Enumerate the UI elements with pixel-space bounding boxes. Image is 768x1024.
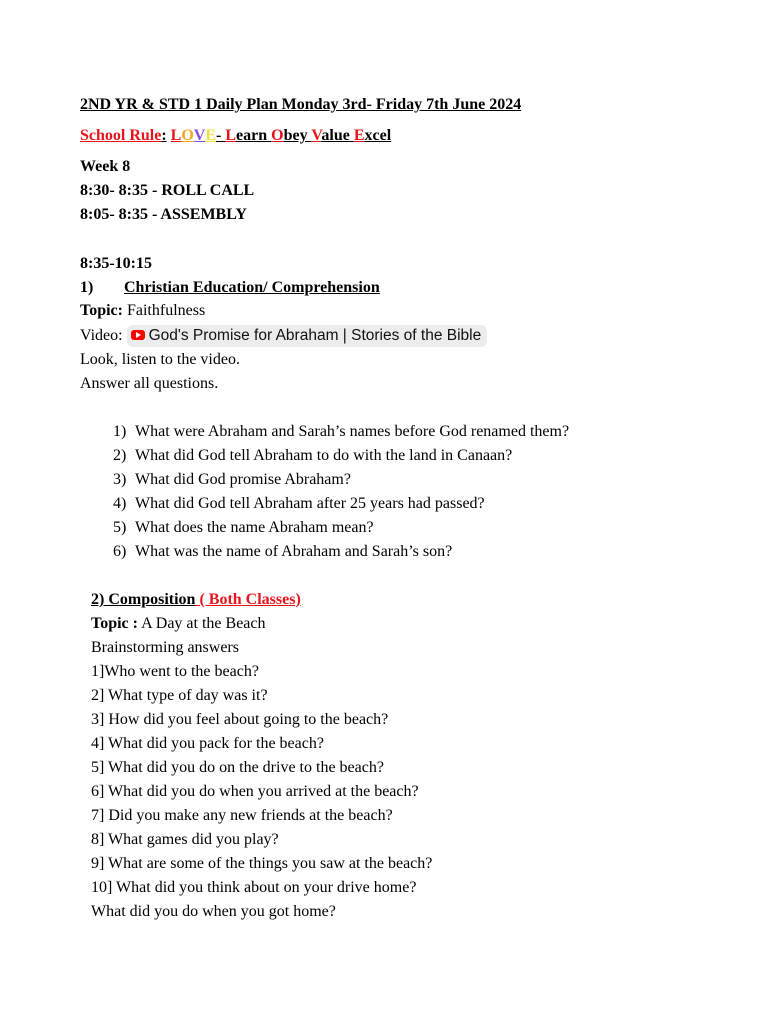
video-row — [80, 325, 487, 347]
both-classes-label: ( Both Classes) — [195, 591, 301, 608]
brainstorm-label: Brainstorming answers — [91, 639, 239, 656]
composition-label: 2) Composition — [91, 591, 196, 608]
youtube-icon — [131, 330, 145, 340]
section1-topic — [80, 301, 205, 321]
topic-label: Topic : — [91, 615, 138, 632]
topic-value: A Day at the Beach — [137, 615, 266, 632]
love-letter-l: L — [170, 127, 182, 144]
list-item: 2] What type of day was it? — [91, 687, 268, 704]
list-item: 2) What did God tell Abraham to do with the land in Canaan? — [113, 447, 513, 464]
list-item: 10] What did you think about on your drive home? — [91, 879, 417, 896]
page-title: 2ND YR & STD 1 Daily Plan Monday 3rd- Friday 7th June 2024 — [80, 96, 522, 113]
love-letter-o: O — [181, 127, 194, 144]
section2-heading — [91, 590, 301, 610]
list-item: 5) What does the name Abraham mean? — [113, 519, 374, 536]
section2-topic — [91, 614, 266, 634]
school-rule-label: School Rule — [80, 127, 162, 144]
list-item: 7] Did you make any new friends at the beach? — [91, 807, 393, 824]
section1-heading: Christian Education/ Comprehension — [124, 279, 380, 296]
learn-initial: L — [225, 127, 237, 144]
list-item: 4] What did you pack for the beach? — [91, 735, 324, 752]
list-item: 6) What was the name of Abraham and Sarah’s son? — [113, 543, 453, 560]
love-letter-e: E — [205, 127, 217, 144]
section1-number: 1) — [80, 279, 94, 296]
list-item: 9] What are some of the things you saw at the beach? — [91, 855, 433, 872]
instruction-watch: Look, listen to the video. — [80, 351, 240, 368]
assembly: 8:05- 8:35 - ASSEMBLY — [80, 206, 247, 223]
excel-initial: E — [353, 127, 365, 144]
roll-call: 8:30- 8:35 - ROLL CALL — [80, 182, 255, 199]
value-initial: V — [311, 127, 322, 144]
instruction-answer: Answer all questions. — [80, 375, 219, 392]
list-item: 1]Who went to the beach? — [91, 663, 259, 680]
list-item: 1) What were Abraham and Sarah’s names before God renamed them? — [113, 423, 570, 440]
school-rule-colon: : — [161, 127, 167, 144]
list-item: 5] What did you do on the drive to the beach? — [91, 759, 384, 776]
week-label: Week 8 — [80, 158, 131, 175]
list-item: 6] What did you do when you arrived at the beach? — [91, 783, 419, 800]
obey-initial: O — [271, 127, 284, 144]
school-rule: School Rule: LOVE- Learn Obey Value Excel — [80, 127, 392, 144]
list-item: 3) What did God promise Abraham? — [113, 471, 351, 488]
list-item: 8] What games did you play? — [91, 831, 279, 848]
video-link-text[interactable]: God's Promise for Abraham | Stories of the Bible — [148, 327, 482, 344]
love-letter-v: V — [193, 127, 206, 144]
video-label: Video: — [80, 327, 127, 344]
list-item: 4) What did God tell Abraham after 25 years had passed? — [113, 495, 485, 512]
topic-label: Topic: — [80, 302, 123, 319]
list-item: 3] How did you feel about going to the beach? — [91, 711, 389, 728]
video-link-chip[interactable] — [127, 325, 488, 347]
topic-value: Faithfulness — [122, 302, 206, 319]
session-time: 8:35-10:15 — [80, 255, 152, 272]
list-item: What did you do when you got home? — [91, 903, 336, 920]
